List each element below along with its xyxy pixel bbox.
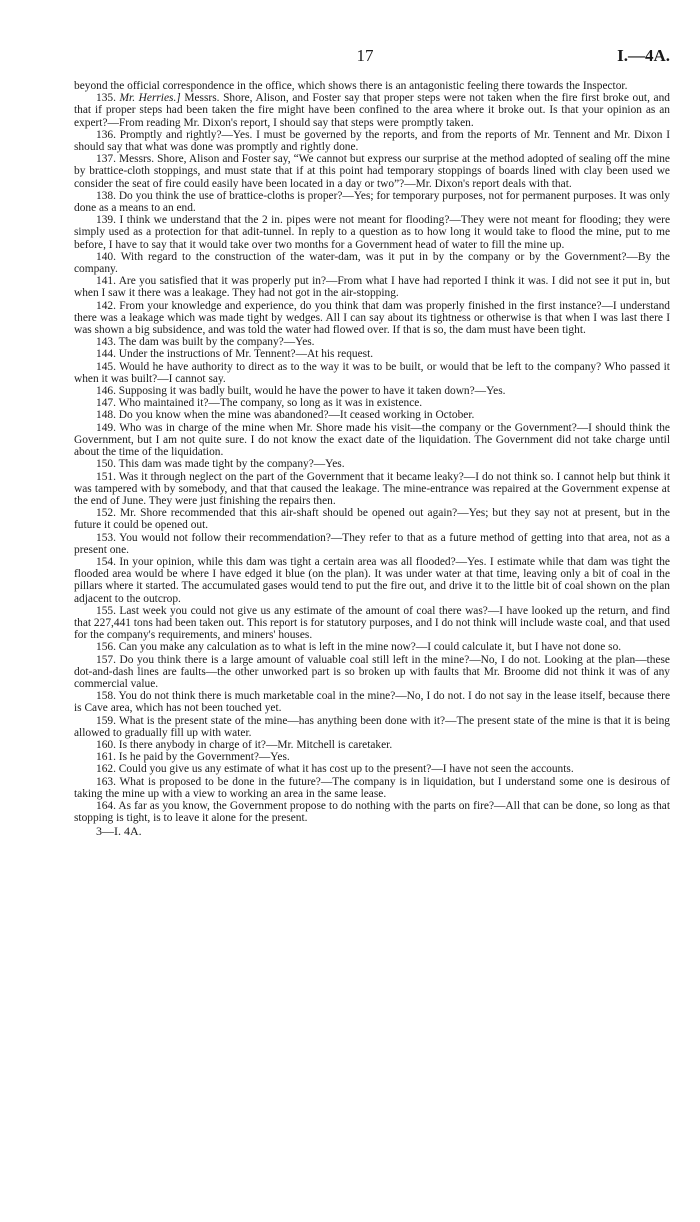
paragraph-text: In your opinion, while this dam was tight a certain area was all flooded?—Yes. I estimate while that dam was tight the flooded area would be where I have edged it blue (on the plan). It was under water at that time, leaving only a bit of coal in the pillars where it started. The accumulated gases would tend to put the fire out, and drive it to the little bit of coal shown on the plan adjacent to the outcrop.	[74, 555, 670, 605]
question-number: 142.	[96, 299, 116, 312]
question-number: 140.	[96, 250, 116, 263]
paragraph-text: Do you think the use of brattice-cloths is proper?—Yes; for temporary purposes, not for permanent purposes. It was only done as a means to an end.	[74, 189, 670, 215]
question-number: 164.	[96, 799, 116, 812]
question-number: 138.	[96, 189, 116, 202]
testimony-paragraph	[74, 300, 670, 337]
paragraph-text: Promptly and rightly?—Yes. I must be governed by the reports, and from the reports of Mr. Tennent and Mr. Dixon I should say that what was done was promptly and rightly done.	[74, 128, 670, 154]
question-number: 153.	[96, 531, 116, 544]
testimony-paragraph	[74, 190, 670, 214]
paragraph-text: I think we understand that the 2 in. pipes were not meant for flooding?—They were not meant for flooding; they were simply used as a protection for that adit-tunnel. In reply to a question as to how long it would take to flood the mine, put to me before, I have to say that it would take over two months for a Government head of water to fill the mine up.	[74, 214, 670, 251]
question-number: 137.	[96, 153, 116, 166]
paragraph-text: Is there anybody in charge of it?—Mr. Mitchell is caretaker.	[118, 738, 393, 751]
question-number: 155.	[96, 604, 116, 617]
testimony-paragraph	[74, 556, 670, 605]
question-number: 152.	[96, 507, 116, 520]
question-number: 156.	[96, 641, 116, 654]
testimony-paragraph	[74, 275, 670, 299]
paragraph-text: Do you think there is a large amount of valuable coal still left in the mine?—No, I do not. Looking at the plan—these dot-and-dash lines are faults—the other unworked part is so broken up with faults that Mr. Broome did not think it was of any commercial value.	[74, 653, 670, 690]
question-number: 144.	[96, 348, 116, 361]
question-number: 151.	[96, 470, 116, 483]
testimony-paragraph	[74, 348, 670, 360]
question-number: 135.	[96, 92, 116, 105]
question-number: 162.	[96, 763, 116, 776]
paragraph-text: Can you make any calculation as to what is left in the mine now?—I could calculate it, but I have not done so.	[118, 641, 622, 654]
testimony-paragraph	[74, 92, 670, 129]
testimony-paragraph	[74, 641, 670, 653]
testimony-paragraph	[74, 80, 670, 92]
paragraph-text: What is proposed to be done in the future?—The company is in liquidation, but I understand some one is desirous of taking the mine up with a view to working an area in the same lease.	[74, 775, 670, 800]
question-number: 158.	[96, 690, 116, 703]
paragraph-text: Are you satisfied that it was properly put in?—From what I have had reported I think it was. I did not see it put in, but when I saw it there was a leakage. They had not got in the air-stopping.	[74, 275, 670, 300]
paragraph-text: You do not think there is much marketable coal in the mine?—No, I do not. I do not say in the lease itself, because there is Cave area, which has not been touched yet.	[74, 690, 670, 715]
testimony-paragraph	[74, 507, 670, 531]
question-number: 148.	[96, 409, 116, 422]
testimony-paragraph	[74, 385, 670, 397]
paragraph-text: Mr. Shore recommended that this air-shaft should be opened out again?—Yes; but they say not at present, but in the future it could be opened out.	[74, 507, 670, 532]
testimony-paragraph	[74, 763, 670, 775]
testimony-paragraph	[74, 751, 670, 763]
question-number: 149.	[96, 421, 116, 434]
paragraph-text: Was it through neglect on the part of the Government that it became leaky?—I do not think so. I cannot help but think it was tampered with by somebody, and that that caused the leakage. The mine-entrance was repaired at the Government expense at the end of June. They were just finishing the repairs then.	[74, 470, 670, 507]
testimony-paragraph	[74, 715, 670, 739]
paragraph-text: Who maintained it?—The company, so long as it was in existence.	[118, 397, 423, 410]
paragraph-text: What is the present state of the mine—has anything been done with it?—The present state of the mine is that it is being allowed to gradually fill up with water.	[74, 714, 670, 739]
testimony-paragraph	[74, 532, 670, 556]
paragraph-text: Do you know when the mine was abandoned?—It ceased working in October.	[118, 409, 475, 422]
question-number: 163.	[96, 775, 116, 788]
paragraph-text: Under the instructions of Mr. Tennent?—At his request.	[118, 348, 374, 361]
question-number: 150.	[96, 458, 116, 471]
paragraph-text: You would not follow their recommendation?—They refer to that as a future method of getting into that area, not as a present one.	[74, 531, 670, 556]
testimony-paragraph	[74, 336, 670, 348]
document-reference: I.—4A.	[617, 46, 670, 65]
testimony-paragraph	[74, 361, 670, 385]
paragraph-text: Supposing it was badly built, would he have the power to have it taken down?—Yes.	[118, 385, 506, 398]
question-number: 157.	[96, 653, 116, 666]
testimony-body	[74, 80, 670, 838]
testimony-paragraph	[74, 776, 670, 800]
paragraph-text: beyond the official correspondence in the office, which shows there is an antagonistic feeling there towards the Inspector.	[74, 80, 628, 92]
questioner-name: Mr. Herries.]	[119, 92, 181, 105]
testimony-paragraph	[74, 129, 670, 153]
testimony-paragraph	[74, 409, 670, 421]
paragraph-text: Messrs. Shore, Alison, and Foster say that proper steps were not taken when the fire first broke out, and that if proper steps had been taken the fire might have been confined to the area where it broke out. Is that your opinion as an expert?—From reading Mr. Dixon's report, I should say that steps were promptly taken.	[74, 92, 670, 129]
signature-mark: 3—I. 4A.	[96, 824, 142, 839]
paragraph-text: Messrs. Shore, Alison and Foster say, “We cannot but express our surprise at the method adopted of sealing off the mine by brattice-cloth stoppings, and must state that if at this point had temporary stoppings of boards lined with clay been used we consider the seat of fire could easily have been located in a day or two”?—Mr. Dixon's report deals with that.	[74, 153, 670, 190]
paragraph-text: Could you give us any estimate of what it has cost up to the present?—I have not seen the accounts.	[118, 763, 574, 776]
testimony-paragraph	[74, 739, 670, 751]
paragraph-text: Who was in charge of the mine when Mr. Shore made his visit—the company or the Government?—I should think the Government, but I am not quite sure. I do not know the exact date of the liquidation. The Government did not take charge until about the time of the liquidation.	[74, 421, 670, 459]
question-number: 159.	[96, 714, 116, 727]
paragraph-text: Would he have authority to direct as to the way it was to be built, or would that be left to the company? Who passed it when it was built?—I cannot say.	[74, 360, 670, 385]
question-number: 160.	[96, 738, 116, 751]
question-number: 145.	[96, 360, 116, 373]
paragraph-text: As far as you know, the Government propose to do nothing with the parts on fire?—All that can be done, so long as that stopping is tight, is to leave it alone for the present.	[74, 799, 670, 825]
paragraph-text: This dam was made tight by the company?—Yes.	[118, 458, 345, 471]
question-number: 139.	[96, 214, 116, 227]
question-number: 136.	[96, 128, 116, 141]
testimony-paragraph	[74, 605, 670, 642]
question-number: 161.	[96, 751, 116, 764]
paragraph-text: Is he paid by the Government?—Yes.	[118, 751, 290, 764]
page-number: 17	[356, 46, 374, 65]
testimony-paragraph	[74, 214, 670, 251]
testimony-paragraph	[74, 458, 670, 470]
testimony-paragraph	[74, 471, 670, 508]
question-number: 141.	[96, 275, 116, 288]
testimony-paragraph	[74, 654, 670, 691]
testimony-paragraph	[74, 153, 670, 190]
testimony-paragraph	[74, 422, 670, 459]
paragraph-text: The dam was built by the company?—Yes.	[118, 336, 315, 349]
question-number: 147.	[96, 397, 116, 410]
testimony-paragraph	[74, 251, 670, 275]
page-header	[60, 46, 670, 70]
testimony-paragraph	[74, 800, 670, 824]
testimony-paragraph	[74, 690, 670, 714]
paragraph-text: With regard to the construction of the water-dam, was it put in by the company or by the Government?—By the company.	[74, 250, 670, 276]
question-number: 154.	[96, 555, 116, 568]
testimony-paragraph	[74, 397, 670, 409]
question-number: 146.	[96, 385, 116, 398]
paragraph-text: From your knowledge and experience, do you think that dam was properly finished in the first instance?—I understand there was a leakage which was made tight by wedges. All I can say about its tightness or otherwise is that when I was last there I was shown a big subsidence, and was told the water had flowed over. If that is so, the dam must have been tight.	[74, 299, 670, 337]
question-number: 143.	[96, 336, 116, 349]
paragraph-text: Last week you could not give us any estimate of the amount of coal there was?—I have looked up the return, and find that 227,441 tons had been taken out. This report is for statutory purposes, and I do not think will include waste coal, and that used for the company's requirements, and miners' houses.	[74, 604, 670, 642]
